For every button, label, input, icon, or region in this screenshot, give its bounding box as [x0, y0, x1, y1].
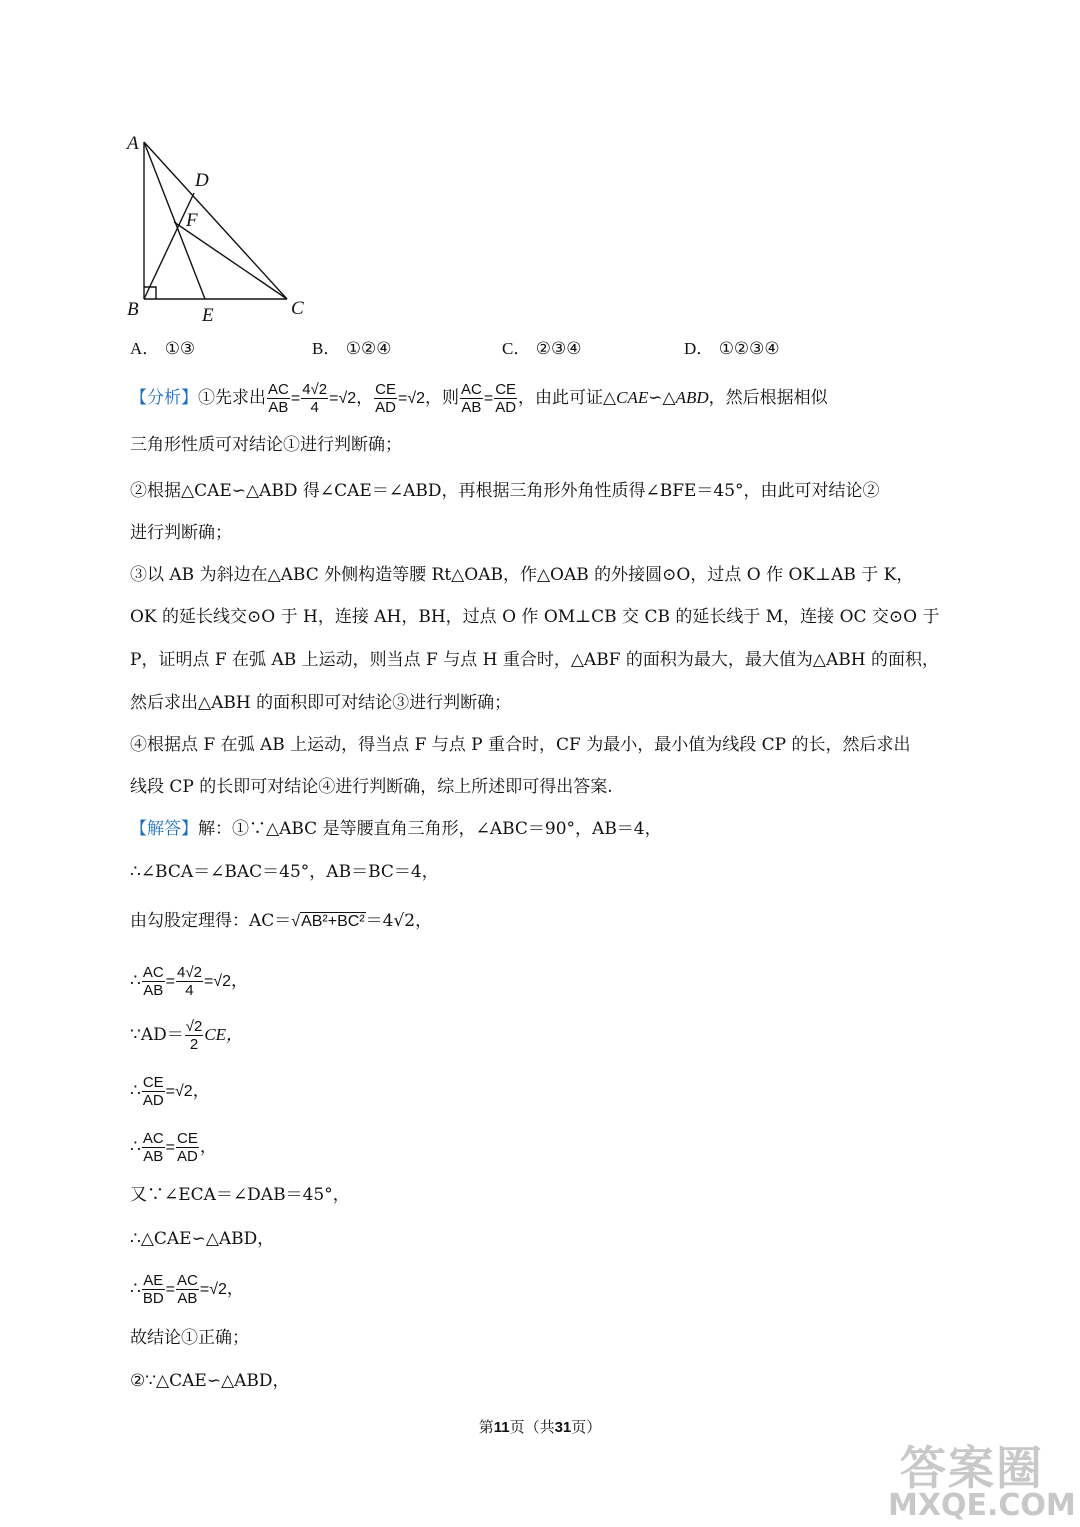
total-page-number: 31	[554, 1419, 572, 1436]
segment-AC	[144, 142, 287, 299]
solution-tag: 【解答】	[130, 819, 198, 839]
solution-line-12: ②∵△CAE∽△ABD，	[130, 1371, 290, 1391]
analysis-line-7: P，证明点 F 在弧 AB 上运动，则当点 F 与点 H 重合时，△ABF 的面积为最大，最大值为△ABH 的面积，	[130, 650, 939, 670]
label-D: D	[195, 170, 209, 191]
solution-line-4: ∴ $\frac{AC}{AB}$ = $\frac{4√2}{4}$ =√2，	[130, 964, 248, 999]
analysis-line-3: ②根据△CAE∽△ABD 得∠CAE＝∠ABD，再根据三角形外角性质得∠BFE＝45°，由此可对结论②	[130, 481, 880, 501]
analysis-line-10: 线段 CP 的长即可对结论④进行判断确，综上所述即可得出答案.	[130, 777, 613, 797]
current-page-number: 11	[493, 1419, 510, 1436]
label-F: F	[186, 210, 198, 231]
solution-line-10: ∴ $\frac{AE}{BD}$ = $\frac{AC}{AB}$ =√2，	[130, 1272, 244, 1307]
solution-line-2: ∴∠BCA＝∠BAC＝45°，AB＝BC＝4，	[130, 862, 439, 882]
solution-line-9: ∴△CAE∽△ABD，	[130, 1229, 275, 1249]
page-footer: 第11页（共31页）	[478, 1418, 602, 1436]
option-c: C． ②③④	[502, 339, 582, 359]
right-angle-mark	[144, 287, 156, 299]
analysis-line-8: 然后求出△ABH 的面积即可对结论③进行判断确；	[130, 693, 512, 713]
solution-line-7: ∴ $\frac{AC}{AB}$ = $\frac{CE}{AD}$ ，	[130, 1130, 217, 1165]
watermark-logo: 答案圈	[900, 1441, 1044, 1495]
solution-line-1: 【解答】解：①∵△ABC 是等腰直角三角形，∠ABC＝90°，AB＝4，	[130, 819, 662, 839]
label-E: E	[202, 305, 214, 326]
segment-BD	[144, 193, 194, 299]
option-d: D． ①②③④	[684, 339, 780, 359]
analysis-line-1: 【分析】①先求出 $\frac{AC}{AB}$ = $\frac{4√2}{4}$ =√2， $\frac{CE}{AD}$ =√2，则 $\frac{AC}{AB}$ = $\frac{CE}{AD}$ ，由此可证△CAE∽△ABD，然后根据相似	[130, 381, 828, 416]
solution-line-8: 又∵∠ECA＝∠DAB＝45°，	[130, 1185, 350, 1205]
analysis-line-9: ④根据点 F 在弧 AB 上运动，得当点 F 与点 P 重合时，CF 为最小，最小值为线段 CP 的长，然后求出	[130, 735, 911, 755]
answer-options	[130, 334, 990, 364]
option-a: A． ①③	[130, 339, 196, 359]
segment-FC	[174, 222, 287, 299]
option-b: B． ①②④	[312, 339, 392, 359]
label-A: A	[127, 133, 139, 154]
analysis-line-6: OK 的延长线交⊙O 于 H，连接 AH，BH，过点 O 作 OM⊥CB 交 CB 的延长线于 M，连接 OC 交⊙O 于	[130, 607, 940, 627]
watermark-url: MXQE.COM	[888, 1488, 1076, 1523]
solution-line-6: ∴ $\frac{CE}{AD}$ =√2，	[130, 1074, 210, 1109]
analysis-line-5: ③以 AB 为斜边在△ABC 外侧构造等腰 Rt△OAB，作△OAB 的外接圆⊙O，过点 O 作 OK⊥AB 于 K，	[130, 565, 914, 585]
solution-line-11: 故结论①正确；	[130, 1328, 249, 1348]
analysis-tag: 【分析】	[130, 388, 198, 408]
label-B: B	[127, 299, 139, 320]
analysis-line-4: 进行判断确；	[130, 523, 232, 543]
solution-line-5: ∵AD＝ $\frac{√2}{2}$ CE，	[130, 1018, 244, 1053]
analysis-line-2: 三角形性质可对结论①进行判断确；	[130, 435, 402, 455]
solution-line-3: 由勾股定理得：AC＝√AB²+BC²＝4√2，	[130, 911, 433, 931]
triangle-figure	[118, 128, 318, 328]
label-C: C	[291, 298, 304, 319]
